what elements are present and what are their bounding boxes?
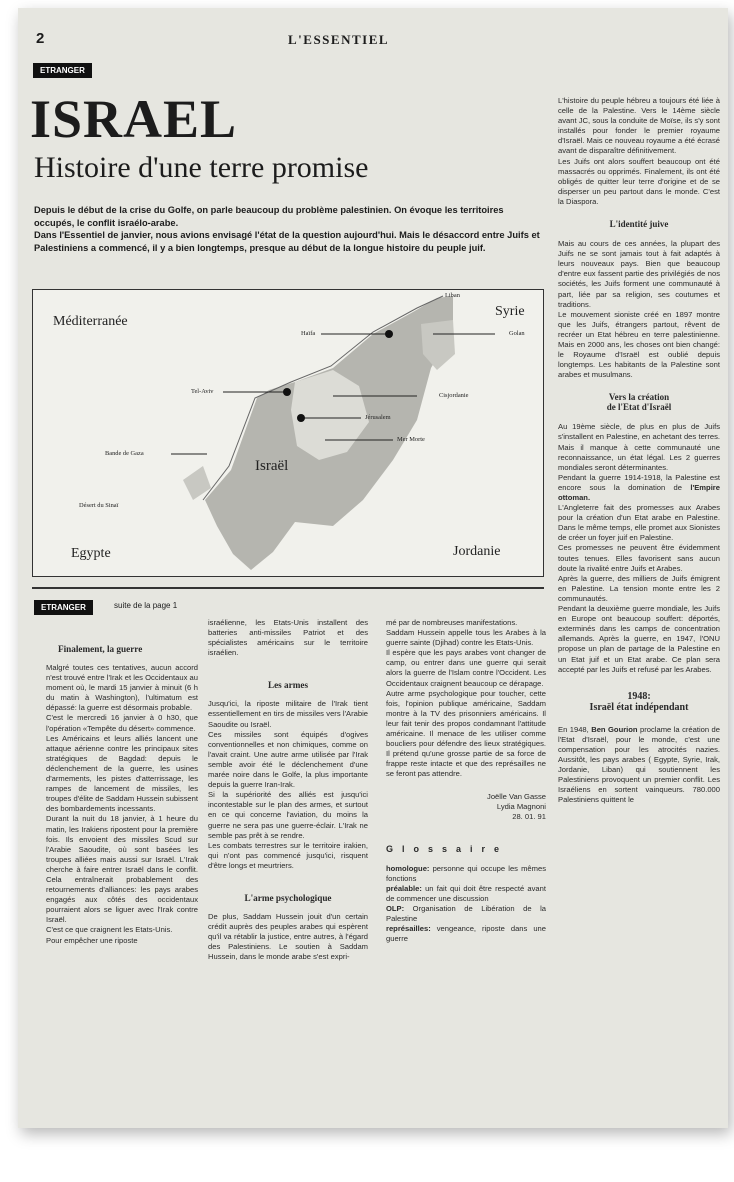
paragraph: Ces missiles sont équipés d'ogives conventionnelles et non chimiques, comme on l'avait craint. Une autre arme utilisée par l'Irak semble avoir été le déclenchement d'une marée noire dans le Golfe, la plus importante depuis la guerre Iran-Irak. xyxy=(208,729,368,790)
paragraph: Malgré toutes ces tentatives, aucun accord n'est trouvé entre l'Irak et les Occidentaux au moment où, le mardi 15 janvier à minuit (6 h du matin à Washington), l'ultimatum est dépassé: la guerre est désormais probable. xyxy=(46,663,198,713)
paragraph: Après la guerre, des milliers de Juifs émigrent en Palestine. La tension monte entre les 2 communautés. xyxy=(558,573,720,603)
glossary-heading: Glossaire xyxy=(386,843,509,854)
glossary-definition: Organisation de Libération de la Palestine xyxy=(386,904,546,924)
map-label-sinai: Désert du Sinaï xyxy=(79,502,119,509)
paragraph: israélienne, les Etats-Unis installent des batteries anti-missiles Patriot et des spécialistes américains sur le territoire israélien. xyxy=(208,618,368,658)
column-heading: L'identité juive xyxy=(609,219,669,230)
israel-map xyxy=(32,289,544,577)
heading-line: de l'Etat d'Israël xyxy=(606,402,672,413)
paragraph: Au 19ème siècle, de plus en plus de Juifs s'installent en Palestine, en achetant des terres. Mais il manque à cette communauté une reconnaissance, un état légal. Les 2 guerres mondiales seront déterminantes. xyxy=(558,422,720,472)
glossary-definition: un fait qui doit être respecté avant de commencer une discussion xyxy=(386,883,546,904)
map-label-telaviv: Tel-Aviv xyxy=(191,388,214,395)
newspaper-page xyxy=(18,8,728,1128)
map-label-haifa: Haïfa xyxy=(301,330,316,337)
paragraph: Autre arme psychologique pour toucher, cette fois, l'opinion publique américaine, Saddam montre à la TV des prisonniers américains. Il leur fait tenir des propos condamnant l'attitude américaine. Il menace de les utiliser comme boucliers pour défendre des lieux stratégiques. Il prétend qu'une grosse partie de sa force de frappe reste intacte et que des représailles ne se feront pas attendre. xyxy=(386,688,546,779)
paragraph: C'est le mercredi 16 janvier à 0 h30, que l'opération «Tempête du désert» commence. xyxy=(46,713,198,733)
paragraph: Durant la nuit du 18 janvier, à 1 heure du matin, les Irakiens ripostent pour la première fois. Ils envoient des missiles Scud sur l'Arabie Saoudite, où sont basées les troupes alliées mais aussi sur Israël. L'Irak cherche à faire entrer Israël dans le conflit. Cela entraînerait probablement des retournements d'alliances: les pays arabes engagés aux côtés des occidentaux pourraient alors se liguer avec l'Irak contre Israël. xyxy=(46,814,198,925)
map-dot-telaviv xyxy=(283,388,291,396)
headline-title: Histoire d'une terre promise xyxy=(34,151,369,184)
heading-line: 1948: xyxy=(627,690,651,702)
paragraph: Les Juifs ont alors souffert beaucoup ont été massacrés ou opprimés. Finalement, ils ont été obligés de quitter leur terre d'origine et de se disperser un peu partout dans le monde. C'est la Diaspora. xyxy=(558,156,720,206)
map-label-gaza: Bande de Gaza xyxy=(105,450,144,457)
glossary-entry xyxy=(386,924,546,944)
author-name: Joëlle Van Gasse xyxy=(487,791,546,801)
map-label-mermorte: Mer Morte xyxy=(397,436,425,443)
paragraph-text: Pendant la guerre 1914-1918, la Palestine est encore sous la domination de xyxy=(558,472,720,492)
glossary-term: homologue: xyxy=(386,863,430,873)
map-label-israel: Israël xyxy=(255,458,289,474)
glossary-entry xyxy=(386,884,546,904)
byline xyxy=(386,792,546,822)
map-label-jordanie: Jordanie xyxy=(453,544,501,559)
map-graphic xyxy=(33,290,544,577)
glossary-term: représailles: xyxy=(386,924,431,934)
article-column-2 xyxy=(208,618,368,962)
section-divider xyxy=(32,587,544,589)
paragraph: mé par de nombreuses manifestations. xyxy=(386,618,518,627)
heading-line: Vers la création xyxy=(608,392,670,403)
column-heading: Les armes xyxy=(267,680,309,691)
author-name: Lydia Magnoni xyxy=(496,801,546,811)
map-label-liban: Liban xyxy=(445,292,460,299)
paragraph: Il espère que les pays arabes vont changer de camp, ou entrer dans une guerre qui serait alors la guerre de l'Islam contre l'Occident. Les Occidentaux craignent beaucoup ce dérapage. xyxy=(386,648,546,688)
paragraph xyxy=(558,473,720,503)
paragraph: Les Américains et leurs alliés lancent une attaque aérienne contre les principaux sites stratégiques de Bagdad: depuis le déclenchement de la guerre, les usines d'armements, les pistes d'atterrissage, les rampes de lancement de missiles, les troupes d'élite de Saddam Hussein subissent des bombardements incessants. xyxy=(46,733,198,814)
glossary-entry xyxy=(386,904,546,924)
paragraph: Ces promesses ne peuvent être évidemment toutes tenues. Elles favorisent sans aucun doute la rivalité entre Juifs et Arabes. xyxy=(558,543,720,573)
map-label-cisjordanie: Cisjordanie xyxy=(439,392,469,399)
article-column-1 xyxy=(46,644,198,946)
intro-line: Dans l'Essentiel de janvier, nous avions envisagé l'état de la question aujourd'hui. Mais le désaccord entre Juifs et Palestiniens a commencé, il y a bien longtemps, presque au début de la longue histoire du peuple juif. xyxy=(34,230,540,253)
paragraph: Le mouvement sioniste créé en 1897 montre que les Juifs, étrangers partout, rêvent de recréer un Etat hébreu en terre palestinienne. Mais en 2000 ans, les choses ont bien changé: le Royaume d'Israël est oublié depuis longtemps. Les habitants de la Palestine sont arabes et musulmans. xyxy=(558,309,720,380)
map-label-egypte: Egypte xyxy=(71,546,111,561)
paragraph: Saddam Hussein appelle tous les Arabes à la guerre sainte (Djihad) contre les Etats-Unis. xyxy=(386,628,546,648)
paragraph: L'Angleterre fait des promesses aux Arabes pour la création d'un Etat arabe en Palestine. Dans le même temps, elle promet aux Sionistes de créer un foyer juif en Palestine. xyxy=(558,503,720,543)
heading-line: Israël état indépendant xyxy=(589,701,689,713)
page-number: 2 xyxy=(36,30,45,47)
paragraph: Mais au cours de ces années, la plupart des Juifs ne se sont jamais tout à fait adaptés à leurs nouveaux pays. Bien que beaucoup d'entre eux fassent partie des privilégiés de nos sociétés, les Juifs forment une communauté à part, liée par sa religion, ses coutumes et traditions. xyxy=(558,239,720,309)
article-date: 28. 01. 91 xyxy=(512,811,546,821)
map-label-jerusalem: Jérusalem xyxy=(365,414,391,421)
paragraph: L'histoire du peuple hébreu a toujours été liée à celle de la Palestine. Vers le 14ème siècle avant JC, sous la conduite de Moïse, ils s'y sont installés pour fonder le premier royaume d'Israël. Mais ce nouveau royaume a été écrasé avant de disparaître définitivement. xyxy=(558,96,720,156)
map-label-syrie: Syrie xyxy=(495,304,525,319)
section-tag: ETRANGER xyxy=(33,63,92,78)
paragraph: Si la supériorité des alliés est jusqu'ici incontestable sur le plan des armes, et surtout en ce qui concerne l'aviation, du moins la guerre ne sera pas une guerre-éclair. L'Irak ne semble pas prêt à se rendre. xyxy=(208,790,368,840)
paragraph: Pendant la deuxième guerre mondiale, les Juifs en Europe ont beaucoup souffert: déportés, exterminés dans les camps de concentration allemands. Après la guerre, en 1947, l'ONU propose un plan de partage de la Palestine en un Etat juif et un Etat arabe. Ce plan sera accepté par les Juifs et refusé par les Arabes. xyxy=(558,604,720,674)
intro-paragraph xyxy=(34,204,544,255)
map-dot-haifa xyxy=(385,330,393,338)
paragraph-text: proclame la création de l'Etat d'Israël, pour le monde, c'est une compensation pour les atrocités nazies. Aussitôt, les pays arabes ( Egypte, Syrie, Irak, Jordanie, Liban) qui soutiennent les Palestiniens provoquent un premier conflit. Les Israéliens en sortent vainqueurs. 780.000 Palestiniens quittent le xyxy=(558,724,721,805)
paragraph: Pour empêcher une riposte xyxy=(46,935,138,945)
column-heading xyxy=(558,392,720,412)
paragraph: De plus, Saddam Hussein jouit d'un certain crédit auprès des peuples arabes qui espèrent qu'il va rétablir la justice, entre autres, à l'égard des Palestiniens. Le soutien à Saddam Hussein, dans le monde arabe s'est expri- xyxy=(208,911,368,962)
sidebar-history-column xyxy=(558,96,720,805)
glossary-definition: vengeance, riposte dans une guerre xyxy=(386,924,546,944)
map-dot-jerusalem xyxy=(297,414,305,422)
paragraph-text: En 1948, xyxy=(558,724,592,734)
article-column-3 xyxy=(386,618,546,945)
continuation-note: suite de la page 1 xyxy=(114,601,178,610)
column-heading: Finalement, la guerre xyxy=(58,644,143,654)
emphasis-text: Ben Gourion xyxy=(591,724,638,734)
glossary-term: OLP: xyxy=(386,904,405,914)
glossary-definition: personne qui occupe les mêmes fonctions xyxy=(386,863,546,883)
intro-line: Depuis le début de la crise du Golfe, on parle beaucoup du problème palestinien. On évoque les territoires occupés, le conflit israélo-arabe. xyxy=(34,205,504,228)
map-label-golan: Golan xyxy=(509,330,525,337)
glossary-term: préalable: xyxy=(386,883,422,893)
continuation-tag: ETRANGER xyxy=(34,600,93,615)
emphasis-text: l'Empire ottoman. xyxy=(558,482,720,502)
map-label-mediterranee: Méditerranée xyxy=(53,314,128,329)
paragraph: C'est ce que craignent les Etats-Unis. xyxy=(46,925,173,935)
masthead: L'ESSENTIEL xyxy=(288,32,390,47)
glossary-entry xyxy=(386,864,546,884)
column-heading: L'arme psychologique xyxy=(244,892,332,903)
paragraph: Jusqu'ici, la riposte militaire de l'Irak tient essentiellement en tirs de missiles vers l'Arabie Saoudite ou Israël. xyxy=(208,699,368,729)
headline-kicker: ISRAEL xyxy=(30,89,238,149)
paragraph: Les combats terrestres sur le territoire irakien, qui n'ont pas commencé jusqu'ici, risquent d'être longs et meurtriers. xyxy=(208,840,368,870)
column-heading xyxy=(558,691,720,713)
paragraph xyxy=(558,725,720,806)
